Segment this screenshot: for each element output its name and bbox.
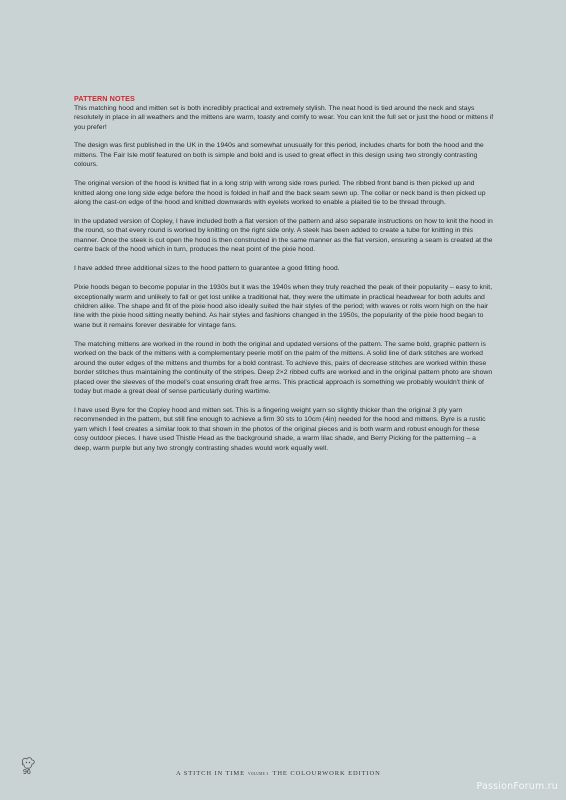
section-heading: PATTERN NOTES — [74, 94, 135, 103]
body-paragraph: The original version of the hood is knitted flat in a long strip with wrong side rows purled. The ribbed front band is then picked up and knitted along one long side edge before the hood is folded in half and the back seam sewn up. The collar or neck band is then picked up along the cast-on edge of the hood and knitted downwards with eyelets worked to enable a plaited tie to be thread through. — [74, 180, 486, 207]
page-number: 96 — [23, 769, 31, 776]
watermark-text: PassionForum.ru — [476, 781, 558, 792]
body-paragraph: This matching hood and mitten set is both incredibly practical and extremely stylish. The neat hood is tied around the neck and stays resolutely in place in all weathers and the mittens are warm, toasty and comfy to wear. You can knit the full set or just the hood or mittens if you prefer! — [74, 104, 494, 131]
body-paragraph: I have added three additional sizes to the hood pattern to guarantee a good fitting hood. — [74, 265, 340, 273]
body-paragraph: The design was first published in the UK in the 1940s and somewhat unusually for this period, includes charts for both the hood and the mittens. The Fair Isle motif featured on both is simple and bold and is used to great effect in this design using two strongly contrasting colours. — [74, 142, 484, 169]
body-paragraph: In the updated version of Copley, I have included both a flat version of the pattern and also separate instructions on how to knit the hood in the round, so that every round is worked by knitting on the right side only. A steek has been added to create a tube for knitting in this manner. Once the steek is cut open the hood is then constructed in the same manner as the flat version, ensuring a seam is created at the centre back of the hood which in turn, produces the neat point of the pixie hood. — [74, 217, 493, 254]
body-paragraph: The matching mittens are worked in the round in both the original and updated versions of the pattern. The same bold, graphic pattern is worked on the back of the mittens with a complementary peerie motif on the palm of the mittens. A solid line of dark stitches are worked around the outer edges of the mittens and thumbs for a bold contrast. To achieve this, pairs of decrease stitches are worked within these border stitches thus maintaining the continuity of the stripes. Deep 2×2 ribbed cuffs are worked and in the original pattern photo are shown placed over the sleeves of the model's coat ensuring draft free arms. This practical approach is something we probably wouldn't think of today but made a great deal of sense particularly during wartime. — [74, 340, 493, 396]
body-paragraph: I have used Byre for the Copley hood and mitten set. This is a fingering weight yarn so slightly thicker than the original 3 ply yarn recommended in the pattern, but still fine enough to achieve a firm 30 sts to 10cm (4in) needed for the hood and mittens. Byre is a rustic yarn which I feel creates a similar look to that shown in the photos of the original pieces and is both warm and robust enough for these cosy outdoor pieces. I have used Thistle Head as the background shade, a warm lilac shade, and Berry Picking for the patterning – a deep, warm purple but any two strongly contrasting shades would work equally well. — [74, 406, 486, 452]
volume-label: VOLUME 3 — [248, 772, 269, 776]
body-paragraph: Pixie hoods began to become popular in the 1930s but it was the 1940s when they truly reached the peak of their popularity – easy to knit, exceptionally warm and unlikely to fall or get lost unlike a traditional hat, they were the ultimate in practical headwear for both adults and children alike. The shape and fit of the pixie hood also ideally suited the hair styles of the period; with waves or rolls worn high on the hair line with the pixie hood sitting neatly behind. As hair styles and fashions changed in the 1950s, the popularity of the pixie hood began to wane but it remains forever desirable for vintage fans. — [74, 284, 493, 329]
edition-title: THE COLOURWORK EDITION — [272, 770, 381, 777]
pattern-notes-section — [74, 94, 494, 463]
magazine-title: A STITCH IN TIME — [176, 770, 245, 777]
running-footer-title — [176, 770, 381, 777]
ram-head-logo-icon — [19, 756, 37, 770]
